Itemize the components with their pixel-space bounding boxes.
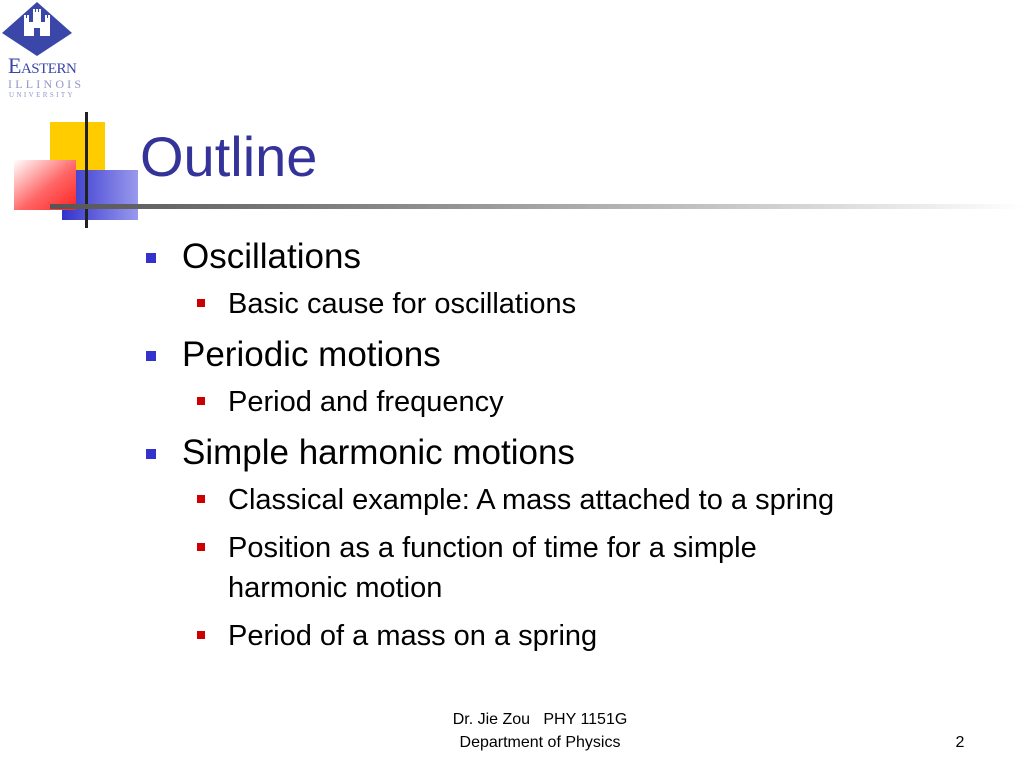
square-bullet-icon: [197, 495, 205, 503]
bullet-list: [140, 236, 980, 664]
logo-wordmark-eastern: Eastern: [8, 53, 77, 78]
sub-list-item: [140, 528, 868, 608]
square-bullet-icon: [197, 397, 205, 405]
sub-list-item: [140, 382, 980, 422]
page-number: 2: [955, 734, 965, 751]
sub-list-item-text: Classical example: A mass attached to a spring: [228, 484, 835, 516]
sub-list-item-text: Position as a function of time for a simple harmonic motion: [228, 532, 757, 604]
square-bullet-icon: [146, 253, 156, 263]
footer-department: Department of Physics: [459, 734, 621, 751]
list-item-text: Oscillations: [182, 237, 361, 276]
university-logo: [0, 0, 104, 104]
slide-title: Outline: [140, 125, 318, 188]
slide-footer: [380, 708, 700, 754]
sub-list-item: [140, 284, 980, 324]
list-item: [140, 236, 980, 278]
list-item-text: Simple harmonic motions: [182, 433, 575, 472]
square-bullet-icon: [197, 299, 205, 307]
logo-wordmark-university: UNIVERSITY: [9, 91, 75, 99]
list-item: [140, 334, 980, 376]
sub-list-item: [140, 616, 980, 656]
footer-author-course: Dr. Jie Zou PHY 1151G: [452, 711, 628, 728]
sub-list-item-text: Period and frequency: [228, 386, 504, 418]
list-item: [140, 432, 980, 474]
square-bullet-icon: [146, 351, 156, 361]
logo-wordmark-illinois: ILLINOIS: [8, 77, 85, 91]
square-bullet-icon: [146, 449, 156, 459]
castle-diamond-icon: [0, 0, 104, 56]
square-bullet-icon: [197, 543, 205, 551]
sub-list-item-text: Period of a mass on a spring: [228, 620, 598, 652]
square-bullet-icon: [197, 631, 205, 639]
sub-list-item-text: Basic cause for oscillations: [228, 288, 577, 320]
list-item-text: Periodic motions: [182, 335, 441, 374]
sub-list-item: [140, 480, 980, 520]
